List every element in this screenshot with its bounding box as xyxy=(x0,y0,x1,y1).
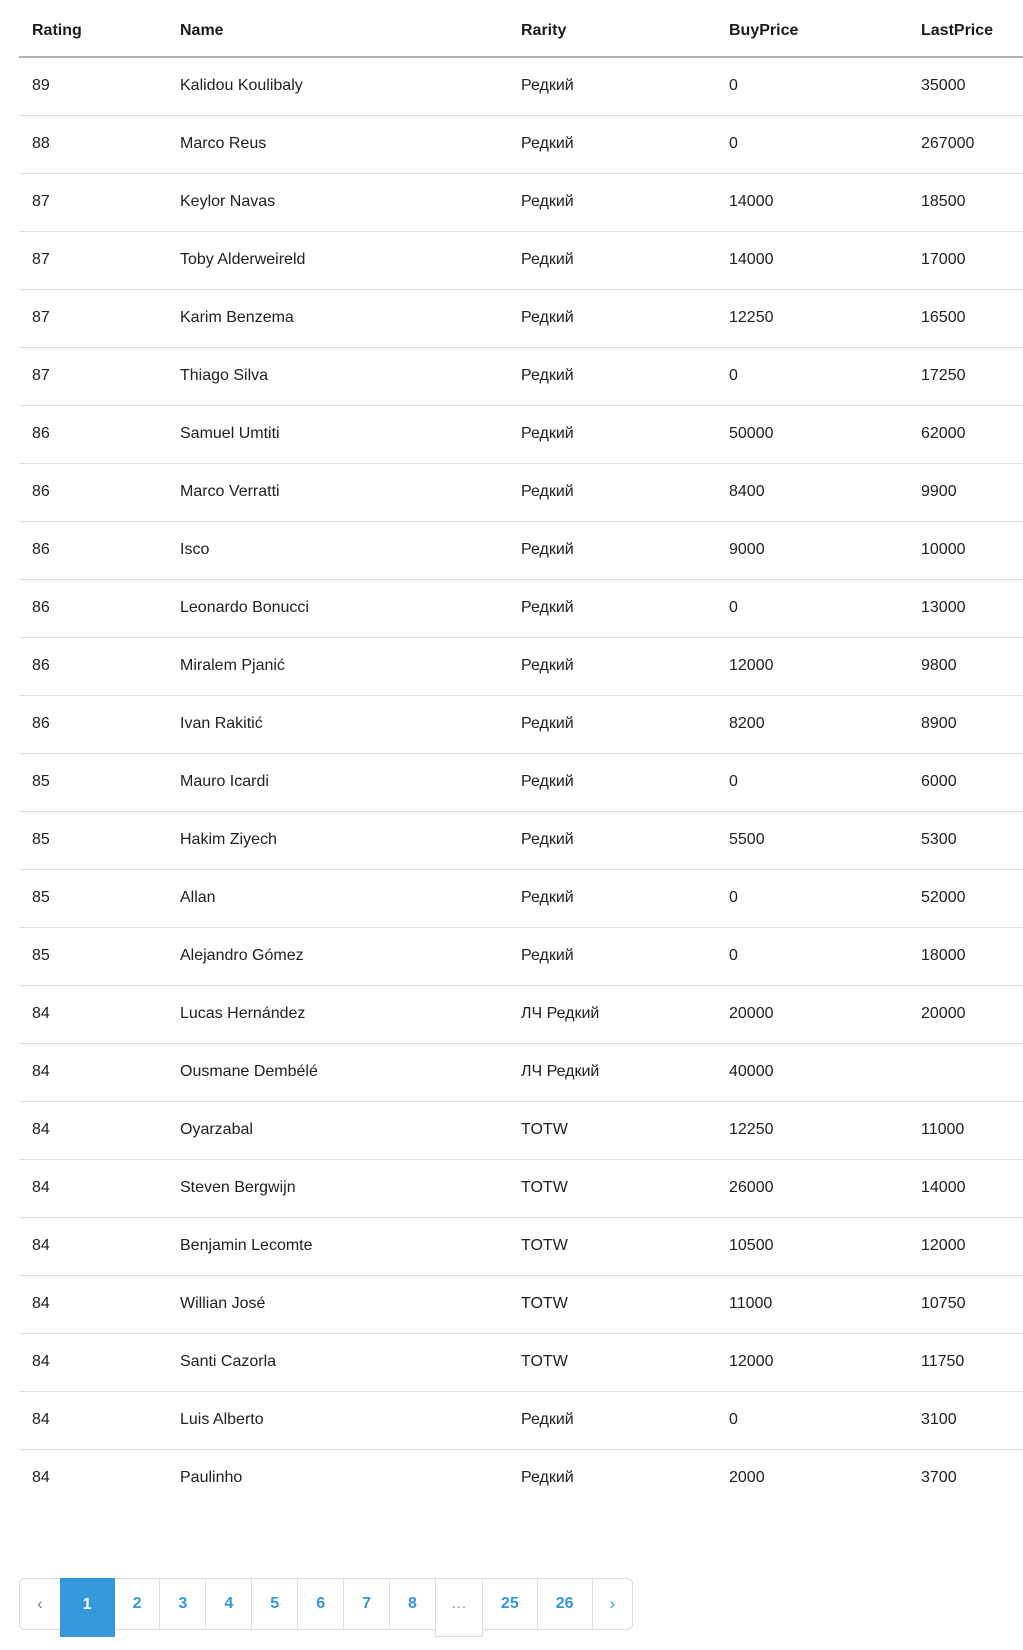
cell-rating: 84 xyxy=(19,1450,167,1508)
cell-buyprice: 14000 xyxy=(716,174,908,232)
table-row xyxy=(19,928,1023,986)
cell-rarity: Редкий xyxy=(508,870,716,928)
cell-rating: 84 xyxy=(19,1044,167,1102)
cell-buyprice: 11000 xyxy=(716,1276,908,1334)
cell-rarity: Редкий xyxy=(508,1450,716,1508)
column-header-name: Name xyxy=(167,0,508,57)
cell-rating: 84 xyxy=(19,1334,167,1392)
cell-rarity: Редкий xyxy=(508,580,716,638)
cell-lastprice: 8900 xyxy=(908,696,1023,754)
table-row xyxy=(19,580,1023,638)
table-row xyxy=(19,1450,1023,1508)
pagination-page-3[interactable]: 3 xyxy=(159,1578,206,1630)
cell-lastprice: 10750 xyxy=(908,1276,1023,1334)
cell-rarity: ЛЧ Редкий xyxy=(508,1044,716,1102)
cell-rarity: Редкий xyxy=(508,638,716,696)
column-header-rarity: Rarity xyxy=(508,0,716,57)
table-row xyxy=(19,696,1023,754)
cell-name: Oyarzabal xyxy=(167,1102,508,1160)
cell-rarity: Редкий xyxy=(508,290,716,348)
cell-rating: 84 xyxy=(19,1160,167,1218)
cell-lastprice: 16500 xyxy=(908,290,1023,348)
cell-rarity: TOTW xyxy=(508,1160,716,1218)
cell-lastprice: 267000 xyxy=(908,116,1023,174)
column-header-lastprice: LastPrice xyxy=(908,0,1023,57)
cell-rating: 87 xyxy=(19,232,167,290)
cell-name: Paulinho xyxy=(167,1450,508,1508)
cell-name: Lucas Hernández xyxy=(167,986,508,1044)
cell-buyprice: 0 xyxy=(716,754,908,812)
cell-lastprice: 20000 xyxy=(908,986,1023,1044)
cell-rating: 86 xyxy=(19,580,167,638)
table-row xyxy=(19,638,1023,696)
table-row xyxy=(19,232,1023,290)
cell-rating: 86 xyxy=(19,464,167,522)
cell-name: Steven Bergwijn xyxy=(167,1160,508,1218)
cell-name: Santi Cazorla xyxy=(167,1334,508,1392)
cell-lastprice: 11000 xyxy=(908,1102,1023,1160)
cell-buyprice: 0 xyxy=(729,77,738,94)
cell-name: Ousmane Dembélé xyxy=(167,1044,508,1102)
table-row xyxy=(19,406,1023,464)
cell-rating: 87 xyxy=(19,348,167,406)
cell-rating: 86 xyxy=(19,522,167,580)
cell-rarity: ЛЧ Редкий xyxy=(508,986,716,1044)
cell-rarity: Редкий xyxy=(508,174,716,232)
pagination xyxy=(19,1578,633,1637)
table-row xyxy=(19,290,1023,348)
cell-rating: 85 xyxy=(19,812,167,870)
cell-rarity: TOTW xyxy=(508,1276,716,1334)
cell-buyprice: 12250 xyxy=(716,1102,908,1160)
cell-rarity: Редкий xyxy=(508,754,716,812)
table-row xyxy=(19,1334,1023,1392)
cell-rarity: TOTW xyxy=(508,1334,716,1392)
table-row xyxy=(19,870,1023,928)
cell-rarity: Редкий xyxy=(508,812,716,870)
cell-lastprice: 17250 xyxy=(908,348,1023,406)
table-row xyxy=(19,1392,1023,1450)
pagination-page-5[interactable]: 5 xyxy=(251,1578,298,1630)
cell-rarity: Редкий xyxy=(508,116,716,174)
cell-lastprice: 14000 xyxy=(908,1160,1023,1218)
cell-rating: 85 xyxy=(19,870,167,928)
cell-buyprice: 20000 xyxy=(716,986,908,1044)
cell-rarity: TOTW xyxy=(508,1218,716,1276)
table-row xyxy=(19,174,1023,232)
cell-buyprice: 12000 xyxy=(716,638,908,696)
cell-rating: 88 xyxy=(19,116,167,174)
column-header-buyprice: BuyPrice xyxy=(716,0,908,57)
cell-rarity: Редкий xyxy=(508,464,716,522)
cell-rarity: Редкий xyxy=(508,522,716,580)
pagination-page-25[interactable]: 25 xyxy=(482,1578,538,1630)
cell-buyprice: 50000 xyxy=(716,406,908,464)
cell-buyprice: 0 xyxy=(716,928,908,986)
cell-buyprice: 0 xyxy=(716,580,908,638)
cell-name: Marco Verratti xyxy=(167,464,508,522)
cell-rating: 84 xyxy=(19,986,167,1044)
cell-name: Willian José xyxy=(167,1276,508,1334)
pagination-page-26[interactable]: 26 xyxy=(537,1578,593,1630)
table-row xyxy=(19,754,1023,812)
cell-lastprice: 3100 xyxy=(908,1392,1023,1450)
cell-lastprice: 5300 xyxy=(908,812,1023,870)
pagination-page-2[interactable]: 2 xyxy=(114,1578,161,1630)
cell-name: Allan xyxy=(167,870,508,928)
cell-lastprice: 35000 xyxy=(921,77,966,94)
table-row xyxy=(19,464,1023,522)
cell-buyprice: 0 xyxy=(716,1392,908,1450)
cell-buyprice: 0 xyxy=(716,116,908,174)
pagination-prev-button[interactable]: ‹ xyxy=(19,1578,61,1630)
cell-name: Miralem Pjanić xyxy=(167,638,508,696)
table-row xyxy=(19,1218,1023,1276)
table-row xyxy=(19,1044,1023,1102)
cell-rarity: Редкий xyxy=(508,406,716,464)
cell-lastprice: 52000 xyxy=(908,870,1023,928)
cell-buyprice: 5500 xyxy=(716,812,908,870)
pagination-page-8[interactable]: 8 xyxy=(389,1578,436,1630)
column-header-rating: Rating xyxy=(19,0,167,57)
cell-rarity: Редкий xyxy=(508,696,716,754)
cell-lastprice: 9900 xyxy=(908,464,1023,522)
cell-name: Mauro Icardi xyxy=(167,754,508,812)
cell-rating: 89 xyxy=(32,77,50,94)
cell-rarity: TOTW xyxy=(508,1102,716,1160)
cell-buyprice: 26000 xyxy=(716,1160,908,1218)
cell-buyprice: 8200 xyxy=(716,696,908,754)
player-prices-table xyxy=(19,0,1023,1507)
cell-lastprice: 18000 xyxy=(908,928,1023,986)
cell-lastprice: 6000 xyxy=(908,754,1023,812)
cell-rating: 84 xyxy=(19,1392,167,1450)
cell-rarity: Редкий xyxy=(508,928,716,986)
cell-rating: 87 xyxy=(19,290,167,348)
cell-lastprice: 17000 xyxy=(908,232,1023,290)
cell-rarity: Редкий xyxy=(521,77,574,94)
cell-lastprice: 10000 xyxy=(908,522,1023,580)
cell-rating: 87 xyxy=(19,174,167,232)
cell-lastprice: 13000 xyxy=(908,580,1023,638)
cell-rating: 86 xyxy=(19,696,167,754)
cell-buyprice: 12000 xyxy=(716,1334,908,1392)
cell-buyprice: 0 xyxy=(716,870,908,928)
cell-rating: 84 xyxy=(19,1276,167,1334)
cell-name: Isco xyxy=(167,522,508,580)
cell-name: Toby Alderweireld xyxy=(167,232,508,290)
cell-name: Marco Reus xyxy=(167,116,508,174)
table-row xyxy=(19,1160,1023,1218)
pagination-page-7[interactable]: 7 xyxy=(343,1578,390,1630)
table-row xyxy=(19,116,1023,174)
cell-rating: 86 xyxy=(19,406,167,464)
cell-buyprice: 12250 xyxy=(716,290,908,348)
cell-rarity: Редкий xyxy=(508,348,716,406)
cell-name: Ivan Rakitić xyxy=(167,696,508,754)
table-row xyxy=(19,348,1023,406)
cell-name: Thiago Silva xyxy=(167,348,508,406)
player-prices-page xyxy=(19,0,1023,1650)
pagination-ellipsis: … xyxy=(435,1578,483,1637)
table-row xyxy=(19,986,1023,1044)
cell-name: Hakim Ziyech xyxy=(167,812,508,870)
cell-name: Samuel Umtiti xyxy=(167,406,508,464)
table-row xyxy=(19,57,1023,116)
cell-name: Alejandro Gómez xyxy=(167,928,508,986)
cell-buyprice: 10500 xyxy=(716,1218,908,1276)
table-row xyxy=(19,522,1023,580)
cell-rating: 86 xyxy=(19,638,167,696)
pagination-page-1[interactable]: 1 xyxy=(60,1578,115,1637)
table-header-row xyxy=(19,0,1023,57)
table-row xyxy=(19,812,1023,870)
cell-lastprice xyxy=(908,1044,1023,1102)
cell-lastprice: 9800 xyxy=(908,638,1023,696)
cell-lastprice: 18500 xyxy=(908,174,1023,232)
cell-rating: 85 xyxy=(19,754,167,812)
cell-buyprice: 40000 xyxy=(716,1044,908,1102)
table-row xyxy=(19,1102,1023,1160)
cell-name: Karim Benzema xyxy=(167,290,508,348)
cell-lastprice: 62000 xyxy=(908,406,1023,464)
cell-buyprice: 0 xyxy=(716,348,908,406)
cell-rating: 84 xyxy=(19,1218,167,1276)
pagination-next-button[interactable]: › xyxy=(592,1578,634,1630)
cell-lastprice: 3700 xyxy=(908,1450,1023,1508)
pagination-page-4[interactable]: 4 xyxy=(205,1578,252,1630)
cell-name: Luis Alberto xyxy=(167,1392,508,1450)
pagination-page-6[interactable]: 6 xyxy=(297,1578,344,1630)
cell-rating: 84 xyxy=(19,1102,167,1160)
cell-name: Keylor Navas xyxy=(167,174,508,232)
cell-rating: 85 xyxy=(19,928,167,986)
cell-rarity: Редкий xyxy=(508,232,716,290)
table-row xyxy=(19,1276,1023,1334)
cell-name: Leonardo Bonucci xyxy=(167,580,508,638)
cell-name: Benjamin Lecomte xyxy=(167,1218,508,1276)
cell-buyprice: 14000 xyxy=(716,232,908,290)
cell-rarity: Редкий xyxy=(508,1392,716,1450)
cell-buyprice: 8400 xyxy=(716,464,908,522)
cell-name: Kalidou Koulibaly xyxy=(180,77,303,94)
cell-buyprice: 9000 xyxy=(716,522,908,580)
cell-lastprice: 11750 xyxy=(908,1334,1023,1392)
cell-lastprice: 12000 xyxy=(908,1218,1023,1276)
cell-buyprice: 2000 xyxy=(716,1450,908,1508)
